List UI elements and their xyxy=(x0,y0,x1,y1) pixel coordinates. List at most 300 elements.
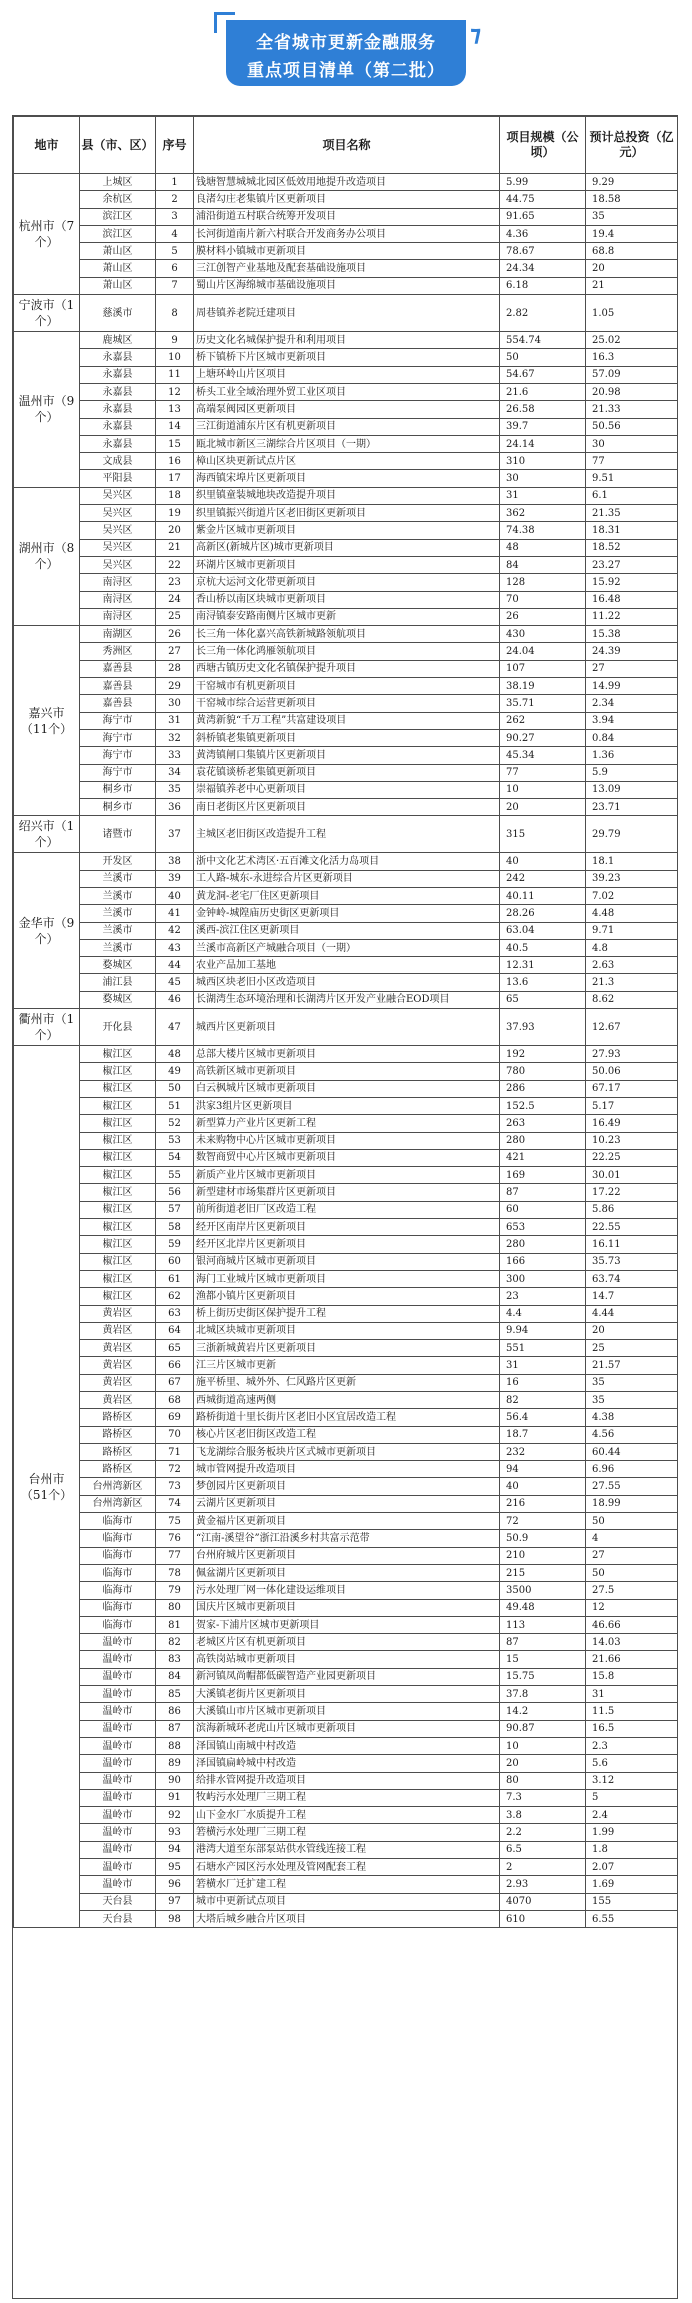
investment-cell: 68.8 xyxy=(586,243,678,260)
table-row xyxy=(14,1443,678,1460)
table-row xyxy=(14,1253,678,1270)
table-row xyxy=(14,1167,678,1184)
table-row xyxy=(14,1149,678,1166)
index-cell: 26 xyxy=(156,626,194,643)
city-cell: 衢州市（1个） xyxy=(14,1009,80,1046)
col-header-city: 地市 xyxy=(14,117,80,174)
county-cell: 嘉善县 xyxy=(80,678,156,695)
county-cell: 滨江区 xyxy=(80,208,156,225)
county-cell: 桐乡市 xyxy=(80,799,156,816)
index-cell: 19 xyxy=(156,505,194,522)
investment-cell: 21 xyxy=(586,277,678,294)
investment-cell: 11.5 xyxy=(586,1703,678,1720)
scale-cell: 18.7 xyxy=(500,1426,586,1443)
investment-cell: 22.25 xyxy=(586,1149,678,1166)
project-name-cell: 干窑城市综合运营更新项目 xyxy=(194,695,500,712)
county-cell: 温岭市 xyxy=(80,1772,156,1789)
index-cell: 62 xyxy=(156,1288,194,1305)
scale-cell: 242 xyxy=(500,870,586,887)
table-row xyxy=(14,591,678,608)
investment-cell: 1.36 xyxy=(586,747,678,764)
county-cell: 椒江区 xyxy=(80,1201,156,1218)
county-cell: 浦江县 xyxy=(80,974,156,991)
table-row xyxy=(14,1893,678,1910)
county-cell: 椒江区 xyxy=(80,1167,156,1184)
index-cell: 45 xyxy=(156,974,194,991)
project-name-cell: 飞龙湖综合服务板块片区式城市更新项目 xyxy=(194,1443,500,1460)
investment-cell: 7.02 xyxy=(586,887,678,904)
county-cell: 临海市 xyxy=(80,1547,156,1564)
investment-cell: 20 xyxy=(586,260,678,277)
investment-cell: 18.99 xyxy=(586,1495,678,1512)
index-cell: 41 xyxy=(156,905,194,922)
county-cell: 兰溪市 xyxy=(80,870,156,887)
county-cell: 南浔区 xyxy=(80,574,156,591)
investment-cell: 1.69 xyxy=(586,1876,678,1893)
table-row xyxy=(14,349,678,366)
col-header-investment: 预计总投资（亿元） xyxy=(586,117,678,174)
investment-cell: 63.74 xyxy=(586,1270,678,1287)
investment-cell: 39.23 xyxy=(586,870,678,887)
project-name-cell: 新型算力产业片区更新工程 xyxy=(194,1115,500,1132)
county-cell: 永嘉县 xyxy=(80,349,156,366)
index-cell: 21 xyxy=(156,539,194,556)
scale-cell: 87 xyxy=(500,1634,586,1651)
table-row xyxy=(14,1392,678,1409)
project-name-cell: 新河镇凤尚帽都低碳智造产业园更新项目 xyxy=(194,1668,500,1685)
index-cell: 25 xyxy=(156,608,194,625)
table-row xyxy=(14,1478,678,1495)
index-cell: 98 xyxy=(156,1910,194,1927)
county-cell: 吴兴区 xyxy=(80,522,156,539)
table-row xyxy=(14,574,678,591)
scale-cell: 554.74 xyxy=(500,332,586,349)
county-cell: 路桥区 xyxy=(80,1426,156,1443)
project-name-cell: 未来购物中心片区城市更新项目 xyxy=(194,1132,500,1149)
investment-cell: 4.38 xyxy=(586,1409,678,1426)
county-cell: 椒江区 xyxy=(80,1063,156,1080)
index-cell: 76 xyxy=(156,1530,194,1547)
investment-cell: 20.98 xyxy=(586,383,678,400)
index-cell: 96 xyxy=(156,1876,194,1893)
investment-cell: 57.09 xyxy=(586,366,678,383)
scale-cell: 60 xyxy=(500,1201,586,1218)
table-row xyxy=(14,225,678,242)
index-cell: 56 xyxy=(156,1184,194,1201)
county-cell: 温岭市 xyxy=(80,1703,156,1720)
scale-cell: 263 xyxy=(500,1115,586,1132)
investment-cell: 15.38 xyxy=(586,626,678,643)
table-row xyxy=(14,1201,678,1218)
project-name-cell: 干窑城市有机更新项目 xyxy=(194,678,500,695)
table-row xyxy=(14,191,678,208)
project-name-cell: 老城区片区有机更新项目 xyxy=(194,1634,500,1651)
county-cell: 临海市 xyxy=(80,1564,156,1581)
investment-cell: 4.8 xyxy=(586,939,678,956)
scale-cell: 262 xyxy=(500,712,586,729)
scale-cell: 90.27 xyxy=(500,729,586,746)
scale-cell: 84 xyxy=(500,556,586,573)
project-name-cell: 环湖片区城市更新项目 xyxy=(194,556,500,573)
investment-cell: 5.9 xyxy=(586,764,678,781)
project-name-cell: 紫金片区城市更新项目 xyxy=(194,522,500,539)
index-cell: 17 xyxy=(156,470,194,487)
table-row xyxy=(14,1703,678,1720)
project-name-cell: 新质产业片区城市更新项目 xyxy=(194,1167,500,1184)
investment-cell: 2.3 xyxy=(586,1737,678,1754)
investment-cell: 5 xyxy=(586,1789,678,1806)
index-cell: 9 xyxy=(156,332,194,349)
scale-cell: 48 xyxy=(500,539,586,556)
investment-cell: 18.31 xyxy=(586,522,678,539)
index-cell: 31 xyxy=(156,712,194,729)
project-name-cell: 桥下镇桥下片区城市更新项目 xyxy=(194,349,500,366)
city-cell: 绍兴市（1个） xyxy=(14,816,80,853)
city-cell: 宁波市（1个） xyxy=(14,295,80,332)
table-row xyxy=(14,1841,678,1858)
scale-cell: 26 xyxy=(500,608,586,625)
project-table xyxy=(13,116,678,1928)
investment-cell: 35 xyxy=(586,1392,678,1409)
investment-cell: 24.39 xyxy=(586,643,678,660)
county-cell: 临海市 xyxy=(80,1582,156,1599)
scale-cell: 166 xyxy=(500,1253,586,1270)
county-cell: 秀洲区 xyxy=(80,643,156,660)
scale-cell: 4070 xyxy=(500,1893,586,1910)
index-cell: 7 xyxy=(156,277,194,294)
investment-cell: 67.17 xyxy=(586,1080,678,1097)
index-cell: 30 xyxy=(156,695,194,712)
investment-cell: 15.92 xyxy=(586,574,678,591)
table-row xyxy=(14,487,678,504)
investment-cell: 20 xyxy=(586,1322,678,1339)
scale-cell: 40 xyxy=(500,853,586,870)
project-name-cell: 江三片区城市更新 xyxy=(194,1357,500,1374)
scale-cell: 20 xyxy=(500,799,586,816)
index-cell: 64 xyxy=(156,1322,194,1339)
scale-cell: 10 xyxy=(500,1737,586,1754)
county-cell: 兰溪市 xyxy=(80,887,156,904)
scale-cell: 16 xyxy=(500,1374,586,1391)
scale-cell: 78.67 xyxy=(500,243,586,260)
col-header-scale: 项目规模（公顷） xyxy=(500,117,586,174)
table-row xyxy=(14,1495,678,1512)
index-cell: 67 xyxy=(156,1374,194,1391)
scale-cell: 421 xyxy=(500,1149,586,1166)
project-name-cell: 经开区北岸片区更新项目 xyxy=(194,1236,500,1253)
investment-cell: 27 xyxy=(586,1547,678,1564)
investment-cell: 46.66 xyxy=(586,1616,678,1633)
table-row xyxy=(14,974,678,991)
project-name-cell: 海西镇宋埠片区更新项目 xyxy=(194,470,500,487)
table-row xyxy=(14,1236,678,1253)
project-name-cell: 织里镇振兴街道片区老旧街区更新项目 xyxy=(194,505,500,522)
project-name-cell: 泽国镇山南城中村改造 xyxy=(194,1737,500,1754)
county-cell: 临海市 xyxy=(80,1599,156,1616)
table-row xyxy=(14,695,678,712)
project-name-cell: 箬横水厂迁扩建工程 xyxy=(194,1876,500,1893)
table-row xyxy=(14,1115,678,1132)
col-header-project-name: 项目名称 xyxy=(194,117,500,174)
scale-cell: 40.11 xyxy=(500,887,586,904)
project-name-cell: 农业产品加工基地 xyxy=(194,957,500,974)
project-name-cell: 南浔镇泰安路南侧片区城市更新 xyxy=(194,608,500,625)
county-cell: 海宁市 xyxy=(80,729,156,746)
scale-cell: 4.4 xyxy=(500,1305,586,1322)
table-row xyxy=(14,870,678,887)
project-name-cell: 南日老街区片区更新项目 xyxy=(194,799,500,816)
table-row xyxy=(14,1305,678,1322)
investment-cell: 14.03 xyxy=(586,1634,678,1651)
index-cell: 58 xyxy=(156,1219,194,1236)
table-row xyxy=(14,643,678,660)
investment-cell: 6.96 xyxy=(586,1461,678,1478)
project-name-cell: 核心片区老旧街区改造工程 xyxy=(194,1426,500,1443)
investment-cell: 21.33 xyxy=(586,401,678,418)
index-cell: 57 xyxy=(156,1201,194,1218)
scale-cell: 13.6 xyxy=(500,974,586,991)
index-cell: 53 xyxy=(156,1132,194,1149)
scale-cell: 5.99 xyxy=(500,174,586,191)
table-row xyxy=(14,277,678,294)
investment-cell: 35 xyxy=(586,1374,678,1391)
scale-cell: 2.2 xyxy=(500,1824,586,1841)
project-name-cell: 三江创智产业基地及配套基础设施项目 xyxy=(194,260,500,277)
project-name-cell: 给排水管网提升改造项目 xyxy=(194,1772,500,1789)
table-row xyxy=(14,1737,678,1754)
index-cell: 86 xyxy=(156,1703,194,1720)
index-cell: 55 xyxy=(156,1167,194,1184)
project-name-cell: 滨海新城环老虎山片区城市更新项目 xyxy=(194,1720,500,1737)
project-name-cell: 施平桥里、城外外、仁风路片区更新 xyxy=(194,1374,500,1391)
scale-cell: 45.34 xyxy=(500,747,586,764)
page-header xyxy=(0,0,692,98)
investment-cell: 0.84 xyxy=(586,729,678,746)
index-cell: 79 xyxy=(156,1582,194,1599)
index-cell: 69 xyxy=(156,1409,194,1426)
county-cell: 海宁市 xyxy=(80,747,156,764)
index-cell: 91 xyxy=(156,1789,194,1806)
investment-cell: 4.44 xyxy=(586,1305,678,1322)
scale-cell: 107 xyxy=(500,660,586,677)
index-cell: 75 xyxy=(156,1513,194,1530)
table-body xyxy=(14,174,678,1928)
project-name-cell: 长三角一体化嘉兴高铁新城路领航项目 xyxy=(194,626,500,643)
table-row xyxy=(14,1080,678,1097)
investment-cell: 2.07 xyxy=(586,1859,678,1876)
table-row xyxy=(14,1755,678,1772)
scale-cell: 300 xyxy=(500,1270,586,1287)
county-cell: 永嘉县 xyxy=(80,366,156,383)
county-cell: 温岭市 xyxy=(80,1807,156,1824)
table-row xyxy=(14,957,678,974)
scale-cell: 3.8 xyxy=(500,1807,586,1824)
project-name-cell: 高铁岗站城市更新项目 xyxy=(194,1651,500,1668)
table-row xyxy=(14,1564,678,1581)
table-row xyxy=(14,764,678,781)
index-cell: 88 xyxy=(156,1737,194,1754)
table-row xyxy=(14,174,678,191)
index-cell: 40 xyxy=(156,887,194,904)
project-name-cell: 主城区老旧街区改造提升工程 xyxy=(194,816,500,853)
index-cell: 61 xyxy=(156,1270,194,1287)
project-name-cell: 大塔后城乡融合片区项目 xyxy=(194,1910,500,1927)
project-name-cell: 长三角一体化鸿雁领航项目 xyxy=(194,643,500,660)
county-cell: 黄岩区 xyxy=(80,1305,156,1322)
county-cell: 鹿城区 xyxy=(80,332,156,349)
county-cell: 吴兴区 xyxy=(80,505,156,522)
index-cell: 83 xyxy=(156,1651,194,1668)
index-cell: 89 xyxy=(156,1755,194,1772)
table-row xyxy=(14,1807,678,1824)
index-cell: 13 xyxy=(156,401,194,418)
table-row xyxy=(14,1720,678,1737)
county-cell: 椒江区 xyxy=(80,1184,156,1201)
index-cell: 51 xyxy=(156,1097,194,1114)
investment-cell: 4.56 xyxy=(586,1426,678,1443)
scale-cell: 113 xyxy=(500,1616,586,1633)
county-cell: 永嘉县 xyxy=(80,401,156,418)
title-decoration-icon: ⁊ xyxy=(470,22,482,47)
table-row xyxy=(14,1097,678,1114)
scale-cell: 35.71 xyxy=(500,695,586,712)
index-cell: 97 xyxy=(156,1893,194,1910)
scale-cell: 780 xyxy=(500,1063,586,1080)
table-row xyxy=(14,1184,678,1201)
project-name-cell: 银河商城片区城市更新项目 xyxy=(194,1253,500,1270)
investment-cell: 14.7 xyxy=(586,1288,678,1305)
investment-cell: 18.52 xyxy=(586,539,678,556)
scale-cell: 430 xyxy=(500,626,586,643)
index-cell: 11 xyxy=(156,366,194,383)
county-cell: 黄岩区 xyxy=(80,1322,156,1339)
city-cell: 金华市（9个） xyxy=(14,853,80,1009)
project-name-cell: 西塘古镇历史文化名镇保护提升项目 xyxy=(194,660,500,677)
table-row xyxy=(14,1530,678,1547)
county-cell: 路桥区 xyxy=(80,1443,156,1460)
city-cell: 台州市（51个） xyxy=(14,1046,80,1928)
county-cell: 兰溪市 xyxy=(80,922,156,939)
project-name-cell: 斜桥镇老集镇更新项目 xyxy=(194,729,500,746)
index-cell: 6 xyxy=(156,260,194,277)
county-cell: 吴兴区 xyxy=(80,556,156,573)
county-cell: 临海市 xyxy=(80,1530,156,1547)
county-cell: 椒江区 xyxy=(80,1097,156,1114)
table-row xyxy=(14,522,678,539)
project-name-cell: 山下金水厂水质提升工程 xyxy=(194,1807,500,1824)
county-cell: 平阳县 xyxy=(80,470,156,487)
project-name-cell: 污水处理厂网一体化建设运维项目 xyxy=(194,1582,500,1599)
project-name-cell: 总部大楼片区城市更新项目 xyxy=(194,1046,500,1063)
col-header-index: 序号 xyxy=(156,117,194,174)
investment-cell: 50 xyxy=(586,1564,678,1581)
scale-cell: 3500 xyxy=(500,1582,586,1599)
investment-cell: 1.99 xyxy=(586,1824,678,1841)
scale-cell: 280 xyxy=(500,1132,586,1149)
investment-cell: 60.44 xyxy=(586,1443,678,1460)
table-row xyxy=(14,453,678,470)
investment-cell: 8.62 xyxy=(586,991,678,1008)
project-name-cell: 石塘水产园区污水处理及管网配套工程 xyxy=(194,1859,500,1876)
table-row xyxy=(14,712,678,729)
scale-cell: 14.2 xyxy=(500,1703,586,1720)
index-cell: 87 xyxy=(156,1720,194,1737)
investment-cell: 2.63 xyxy=(586,957,678,974)
scale-cell: 15.75 xyxy=(500,1668,586,1685)
index-cell: 34 xyxy=(156,764,194,781)
scale-cell: 49.48 xyxy=(500,1599,586,1616)
table-row xyxy=(14,816,678,853)
index-cell: 16 xyxy=(156,453,194,470)
county-cell: 临海市 xyxy=(80,1616,156,1633)
investment-cell: 5.86 xyxy=(586,1201,678,1218)
table-row xyxy=(14,1357,678,1374)
index-cell: 15 xyxy=(156,435,194,452)
scale-cell: 77 xyxy=(500,764,586,781)
project-name-cell: 城西区块老旧小区改造项目 xyxy=(194,974,500,991)
city-cell: 杭州市（7个） xyxy=(14,174,80,295)
project-name-cell: 三浙新城黄岩片区更新项目 xyxy=(194,1340,500,1357)
scale-cell: 12.31 xyxy=(500,957,586,974)
investment-cell: 27 xyxy=(586,660,678,677)
index-cell: 50 xyxy=(156,1080,194,1097)
table-row xyxy=(14,905,678,922)
county-cell: 温岭市 xyxy=(80,1668,156,1685)
investment-cell: 12.67 xyxy=(586,1009,678,1046)
index-cell: 78 xyxy=(156,1564,194,1581)
county-cell: 椒江区 xyxy=(80,1288,156,1305)
investment-cell: 17.22 xyxy=(586,1184,678,1201)
scale-cell: 152.5 xyxy=(500,1097,586,1114)
scale-cell: 50.9 xyxy=(500,1530,586,1547)
scale-cell: 4.36 xyxy=(500,225,586,242)
project-name-cell: 钱塘智慧城城北园区低效用地提升改造项目 xyxy=(194,174,500,191)
city-cell: 嘉兴市（11个） xyxy=(14,626,80,816)
investment-cell: 14.99 xyxy=(586,678,678,695)
scale-cell: 362 xyxy=(500,505,586,522)
index-cell: 36 xyxy=(156,799,194,816)
scale-cell: 31 xyxy=(500,1357,586,1374)
table-row xyxy=(14,1651,678,1668)
county-cell: 萧山区 xyxy=(80,243,156,260)
investment-cell: 1.05 xyxy=(586,295,678,332)
scale-cell: 82 xyxy=(500,1392,586,1409)
county-cell: 温岭市 xyxy=(80,1824,156,1841)
table-row xyxy=(14,781,678,798)
project-name-cell: 牧屿污水处理厂三期工程 xyxy=(194,1789,500,1806)
index-cell: 10 xyxy=(156,349,194,366)
investment-cell: 16.48 xyxy=(586,591,678,608)
table-row xyxy=(14,1876,678,1893)
project-name-cell: 工人路-城东-永进综合片区更新项目 xyxy=(194,870,500,887)
county-cell: 永嘉县 xyxy=(80,383,156,400)
project-name-cell: 京杭大运河文化带更新项目 xyxy=(194,574,500,591)
index-cell: 3 xyxy=(156,208,194,225)
investment-cell: 18.58 xyxy=(586,191,678,208)
scale-cell: 90.87 xyxy=(500,1720,586,1737)
investment-cell: 21.35 xyxy=(586,505,678,522)
index-cell: 24 xyxy=(156,591,194,608)
project-name-cell: 兰溪市高新区产城融合项目（一期） xyxy=(194,939,500,956)
project-name-cell: 台州府城片区更新项目 xyxy=(194,1547,500,1564)
county-cell: 慈溪市 xyxy=(80,295,156,332)
table-row xyxy=(14,1634,678,1651)
table-row xyxy=(14,295,678,332)
index-cell: 52 xyxy=(156,1115,194,1132)
project-name-cell: “江南-溪望谷”浙江沿溪乡村共富示范带 xyxy=(194,1530,500,1547)
index-cell: 1 xyxy=(156,174,194,191)
county-cell: 椒江区 xyxy=(80,1115,156,1132)
